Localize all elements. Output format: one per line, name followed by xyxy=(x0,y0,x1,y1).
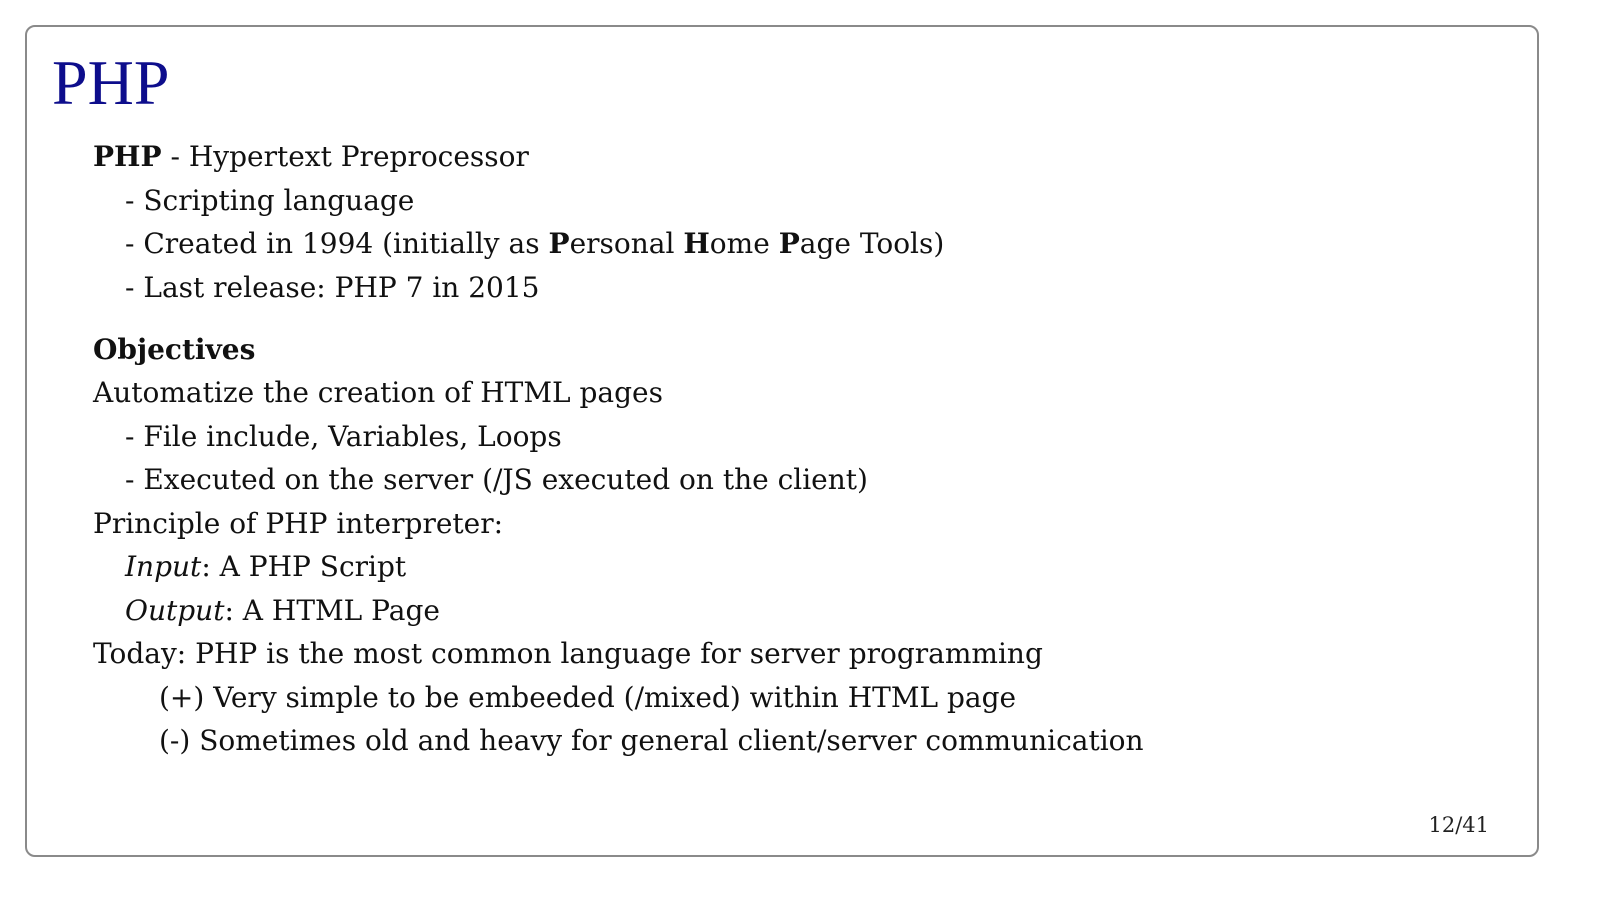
output-line xyxy=(93,589,1497,633)
pro-line: (+) Very simple to be embeeded (/mixed) within HTML page xyxy=(159,680,1017,714)
output-label: Output xyxy=(125,593,225,627)
page-number: 12/41 xyxy=(1428,813,1489,837)
intro-definition-text: - Hypertext Preprocessor xyxy=(161,140,529,173)
created-suffix: age Tools) xyxy=(799,227,945,260)
objectives-automatize: Automatize the creation of HTML pages xyxy=(93,376,663,409)
bullet-created xyxy=(93,222,1497,266)
principle-line: Principle of PHP interpreter: xyxy=(93,506,504,540)
intro-term: PHP xyxy=(93,140,162,173)
created-ersonal: ersonal xyxy=(569,227,684,260)
bullet-release: - Last release: PHP 7 in 2015 xyxy=(125,270,540,304)
objectives-heading: Objectives xyxy=(93,333,256,366)
created-letter-p: P xyxy=(548,227,570,260)
slide-content xyxy=(93,135,1497,763)
bullet-executed: - Executed on the server (/JS executed on the client) xyxy=(125,463,868,496)
bullet-scripting: - Scripting language xyxy=(125,183,415,217)
created-letter-h: H xyxy=(683,227,710,260)
input-value: : A PHP Script xyxy=(201,550,407,583)
slide-title: PHP xyxy=(52,47,170,118)
intro-definition xyxy=(93,135,1497,179)
slide-frame xyxy=(25,25,1539,857)
today-line: Today: PHP is the most common language for server programming xyxy=(93,637,1043,670)
input-label: Input xyxy=(125,550,202,583)
con-line: (-) Sometimes old and heavy for general client/server communication xyxy=(159,724,1144,757)
created-letter-p2: P xyxy=(778,227,800,260)
input-line xyxy=(93,545,1497,589)
output-value: : A HTML Page xyxy=(224,593,440,627)
bullet-file-include: - File include, Variables, Loops xyxy=(125,419,562,453)
created-prefix: - Created in 1994 (initially as xyxy=(125,227,549,260)
created-ome: ome xyxy=(709,227,779,260)
